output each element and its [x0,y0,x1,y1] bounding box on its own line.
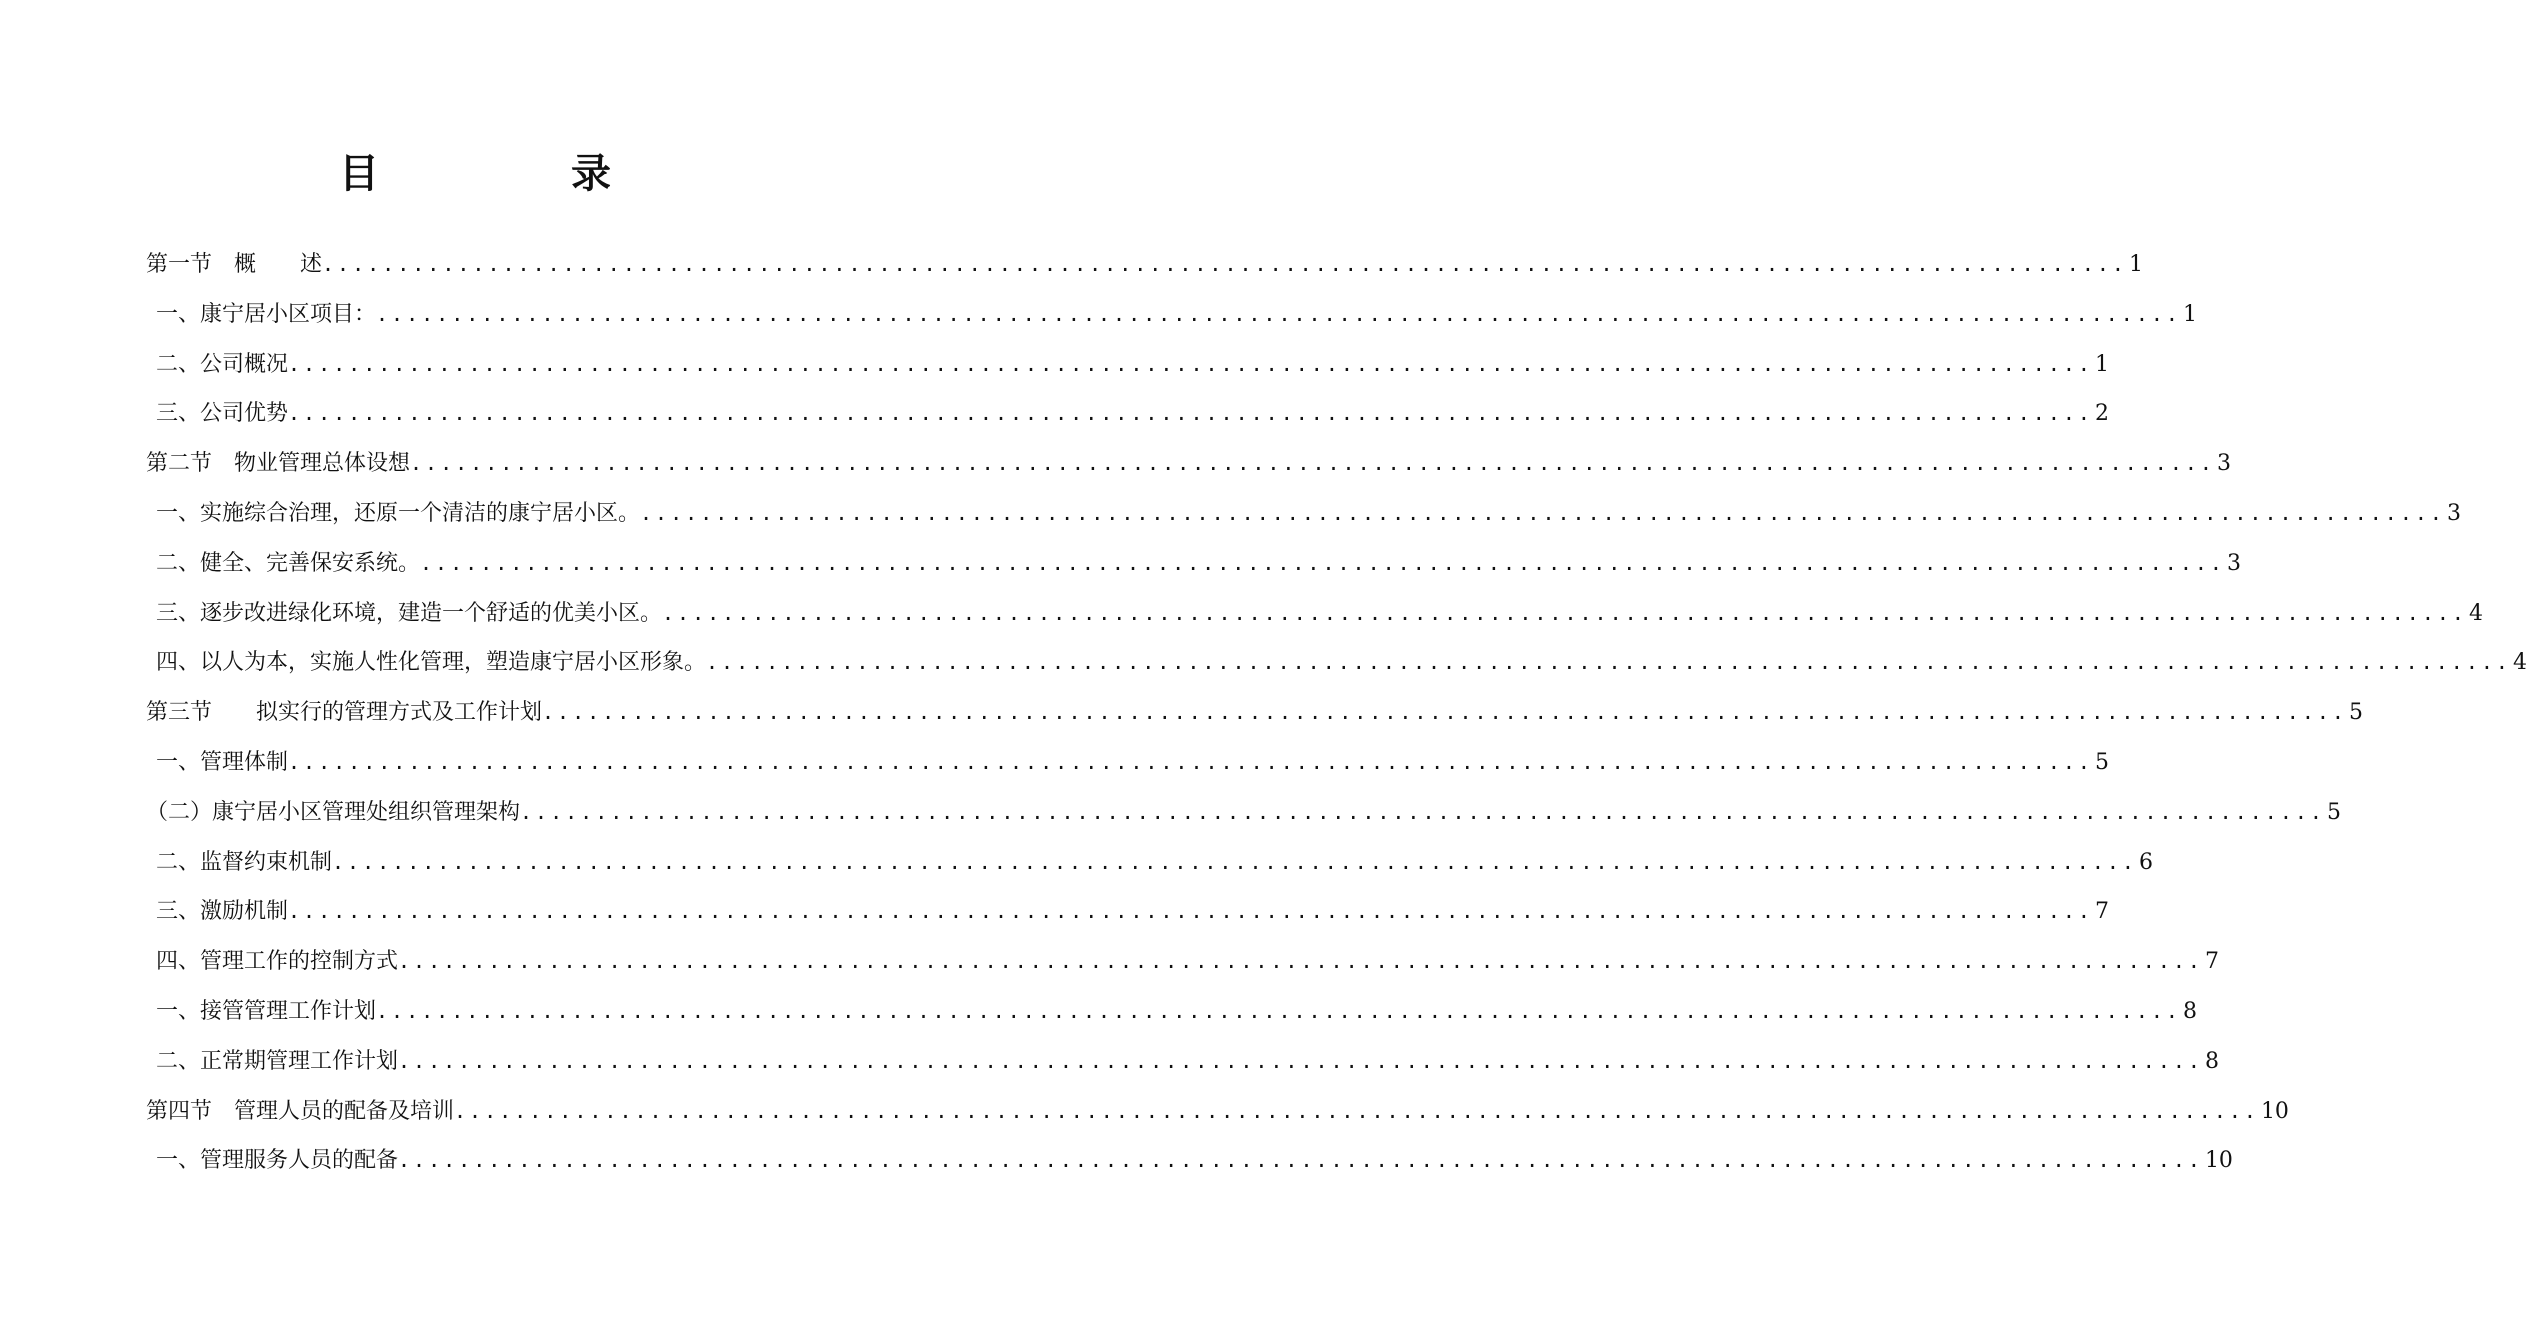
toc-entry-label: 一、接管管理工作计划 [156,998,377,1024]
toc-page-number: 6 [2138,849,2153,875]
toc-entry[interactable] [146,389,2109,439]
toc-entry[interactable] [146,838,2153,888]
toc-entry[interactable] [146,539,2241,589]
toc-entry-label: 三、公司优势 [156,401,289,427]
toc-entry[interactable] [146,688,2363,738]
toc-dot-leader: ........................................................................................................................ [410,451,2215,476]
toc-entry[interactable] [146,1136,2233,1186]
toc-entry[interactable] [146,638,2527,688]
toc-entry-label: 一、康宁居小区项目： [156,301,377,327]
toc-dot-leader: ........................................................................................................................ [398,1048,2203,1073]
toc-entry-label: 第一节 概 述 [146,252,323,277]
toc-page-number: 8 [2204,1048,2219,1074]
toc-dot-leader: ........................................................................................................................ [398,949,2203,974]
toc-page-number: 5 [2326,799,2341,825]
toc-entry[interactable] [146,738,2109,788]
toc-dot-leader: ........................................................................................................................ [520,799,2325,824]
toc-entry[interactable] [146,240,2143,290]
toc-entry-label: 四、管理工作的控制方式 [156,949,399,975]
toc-page-number: 1 [2094,351,2109,377]
toc-entry[interactable] [146,290,2197,340]
toc-entry-label: 第四节 管理人员的配备及培训 [146,1098,455,1124]
toc-page-number: 3 [2216,451,2231,477]
toc-page-number: 1 [2182,301,2197,327]
toc-entry[interactable] [146,589,2483,639]
toc-entry-label: 第三节 拟实行的管理方式及工作计划 [146,700,543,726]
toc-entry[interactable] [146,887,2109,937]
toc-entry[interactable] [146,788,2341,838]
toc-dot-leader: ........................................................................................................................ [288,749,2093,774]
toc-page-number: 1 [2128,252,2143,277]
toc-dot-leader: ........................................................................................................................ [420,550,2225,575]
toc-page-number: 5 [2348,700,2363,726]
toc-entry-label: 四、以人为本，实施人性化管理，塑造康宁居小区形象。 [156,650,707,676]
toc-entry[interactable] [146,987,2197,1037]
toc-entry-label: 二、正常期管理工作计划 [156,1048,399,1074]
toc-entry[interactable] [146,1037,2219,1087]
toc-page-number: 10 [2260,1098,2289,1124]
toc-entry-label: 二、健全、完善保安系统。 [156,550,421,576]
toc-dot-leader: ........................................................................................................................ [288,351,2093,376]
table-of-contents [146,240,2527,1186]
toc-page-number: 2 [2094,401,2109,427]
toc-entry[interactable] [146,1087,2289,1137]
toc-page-number: 5 [2094,749,2109,775]
toc-entry[interactable] [146,439,2231,489]
toc-dot-leader: ........................................................................................................................ [376,998,2181,1023]
toc-entry-label: （二）康宁居小区管理处组织管理架构 [146,799,521,825]
toc-entry-label: 第二节 物业管理总体设想 [146,451,411,477]
toc-page-number: 4 [2512,650,2527,676]
toc-page-number: 7 [2094,899,2109,925]
toc-entry-label: 二、公司概况 [156,351,289,377]
toc-dot-leader: ........................................................................................................................ [662,600,2467,625]
toc-dot-leader: ........................................................................................................................ [376,301,2181,326]
toc-dot-leader: ........................................................................................................................ [288,899,2093,924]
toc-entry-label: 三、激励机制 [156,899,289,925]
toc-entry-label: 一、管理服务人员的配备 [156,1148,399,1174]
toc-entry-label: 一、管理体制 [156,749,289,775]
page-title: 目 录 [339,151,687,197]
toc-dot-leader: ........................................................................................................................ [398,1148,2203,1173]
toc-page-number: 10 [2204,1148,2233,1174]
toc-dot-leader: ........................................................................................................................ [706,650,2511,675]
toc-page-number: 3 [2226,550,2241,576]
toc-dot-leader: ........................................................................................................................ [332,849,2137,874]
toc-entry[interactable] [146,489,2461,539]
toc-page-number: 3 [2446,500,2461,526]
toc-dot-leader: ........................................................................................................................ [454,1098,2259,1123]
toc-dot-leader: ........................................................................................................................ [288,401,2093,426]
toc-entry-label: 一、实施综合治理，还原一个清洁的康宁居小区。 [156,500,641,526]
toc-dot-leader: ........................................................................................................................ [322,252,2127,276]
toc-dot-leader: ........................................................................................................................ [640,500,2445,525]
toc-entry[interactable] [146,937,2219,987]
toc-page-number: 4 [2468,600,2483,626]
toc-page-number: 8 [2182,998,2197,1024]
toc-entry-label: 三、逐步改进绿化环境，建造一个舒适的优美小区。 [156,600,663,626]
toc-page-number: 7 [2204,949,2219,975]
toc-dot-leader: ........................................................................................................................ [542,700,2347,725]
toc-entry[interactable] [146,340,2109,390]
toc-entry-label: 二、监督约束机制 [156,849,333,875]
